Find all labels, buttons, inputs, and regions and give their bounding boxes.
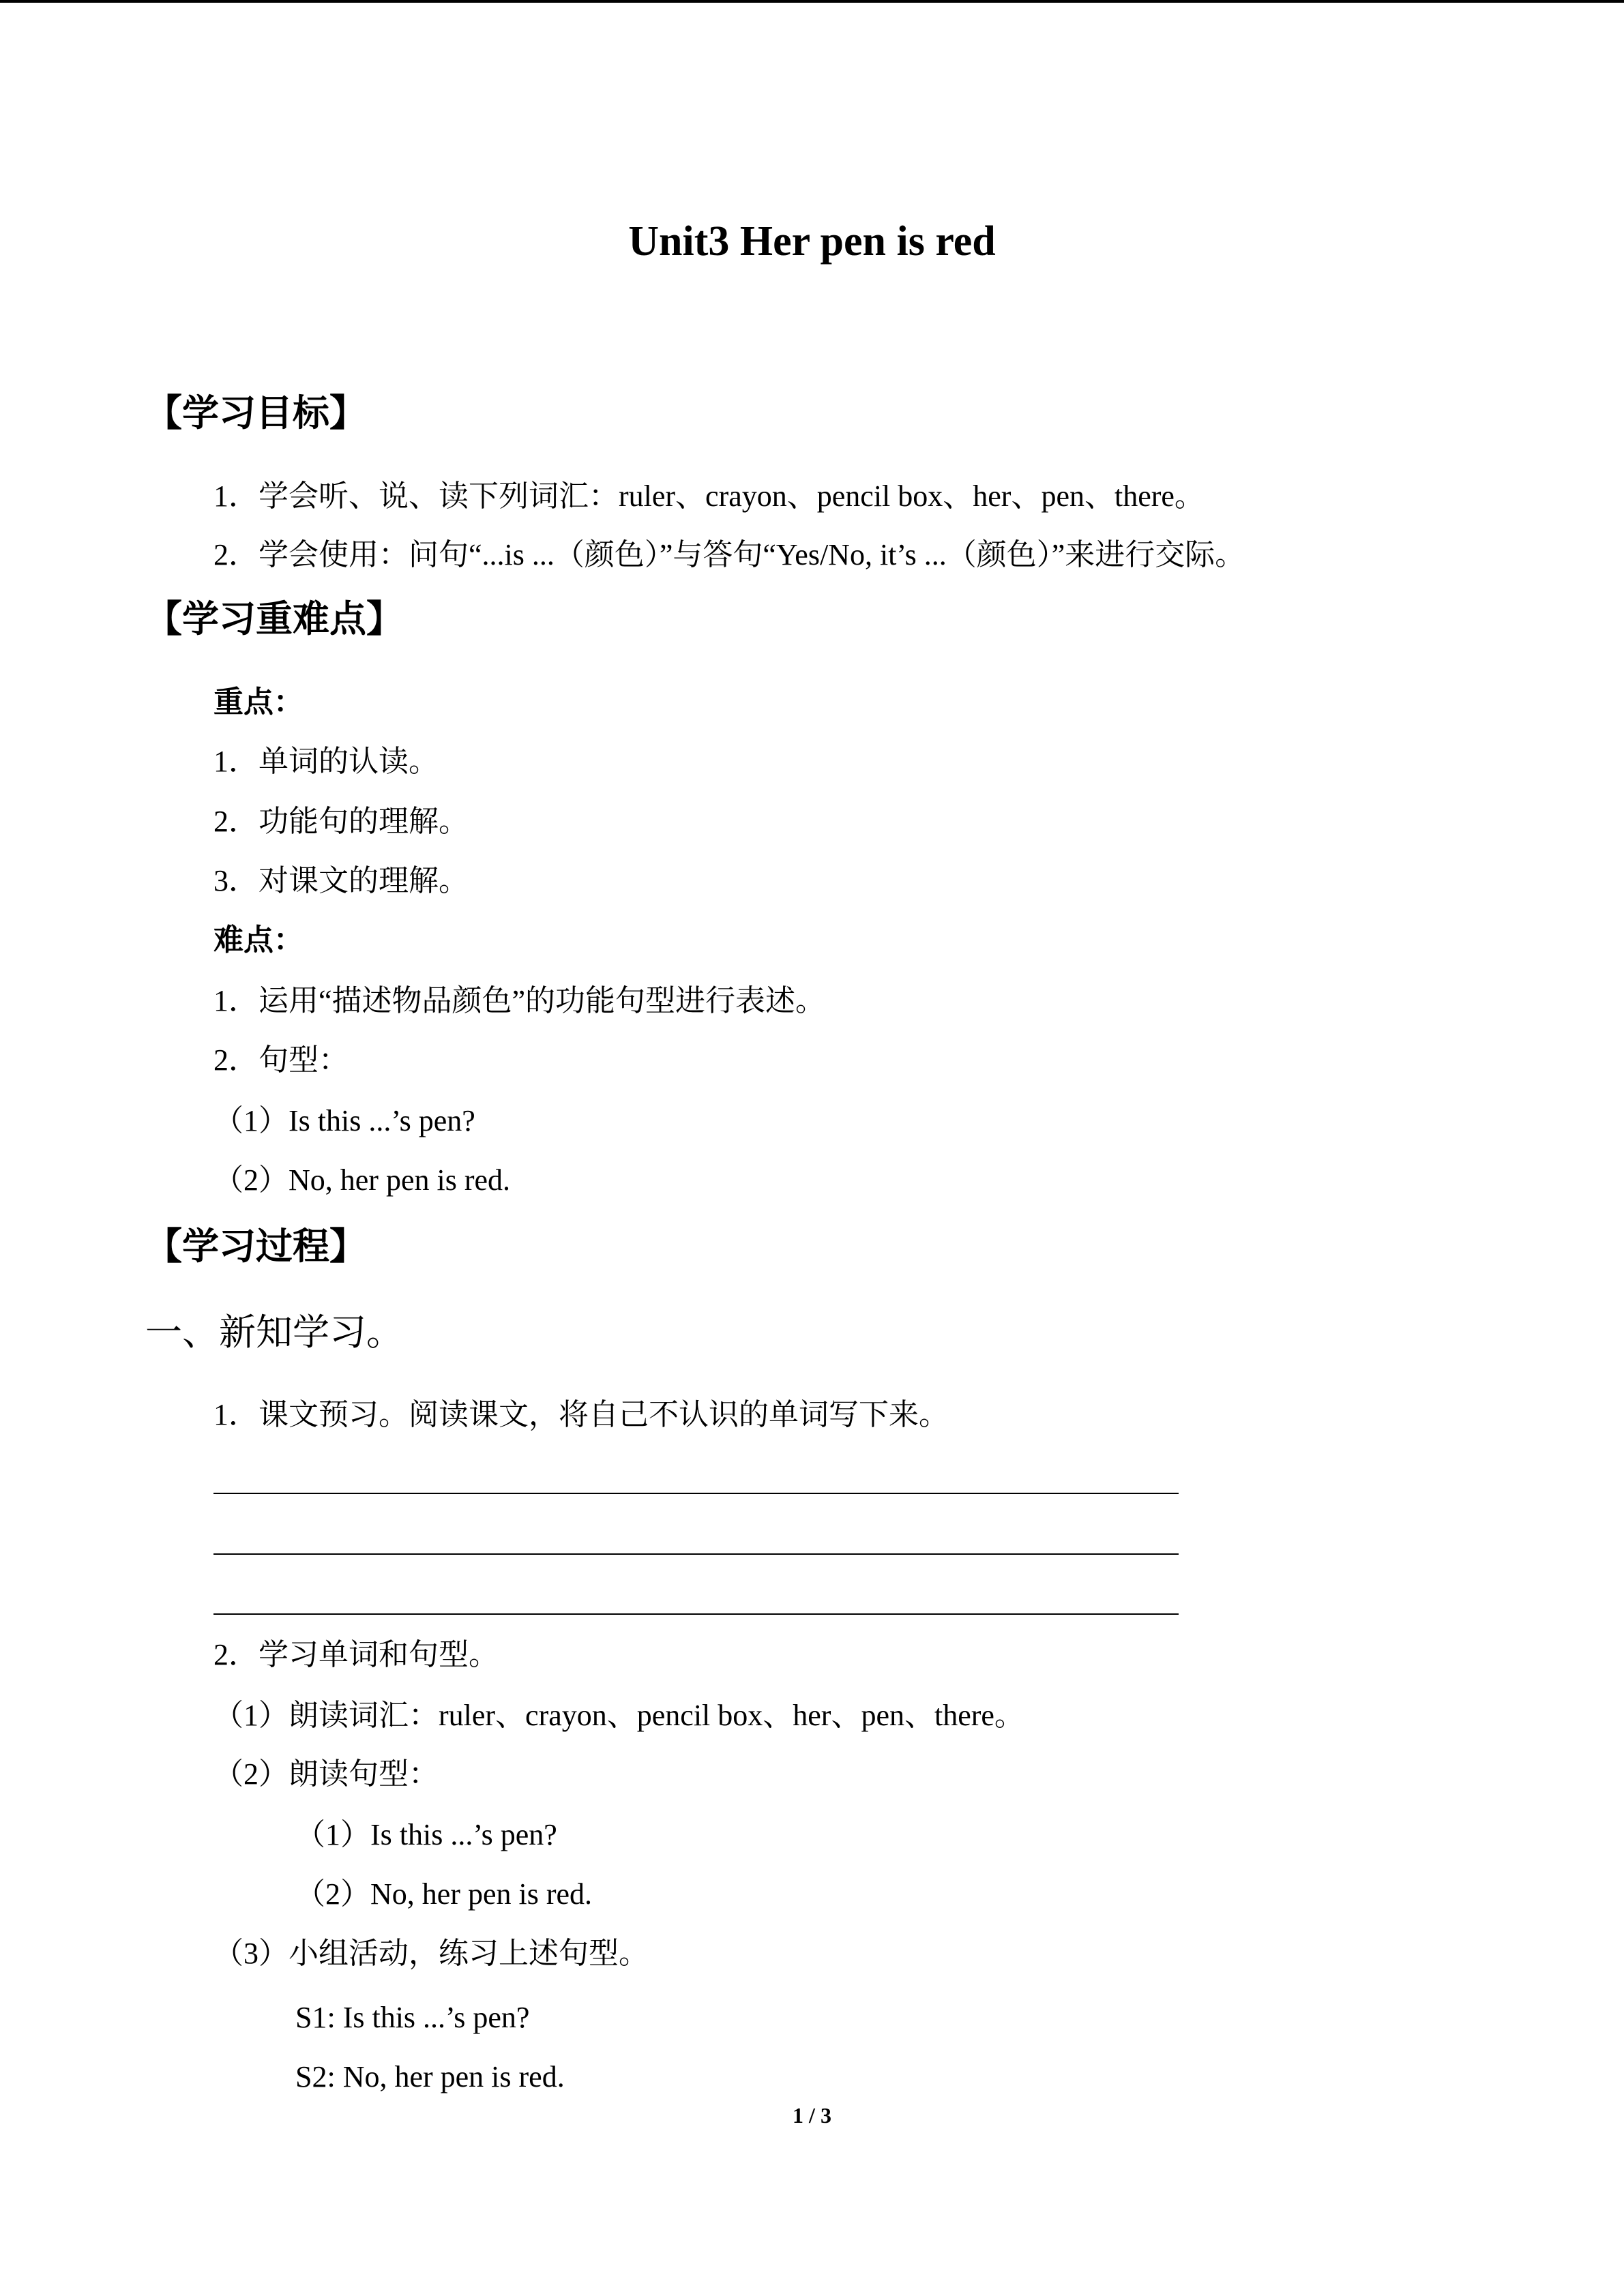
- page-top-border: [0, 0, 1624, 3]
- difficult-label: 难点：: [213, 923, 304, 957]
- difficult-item: 1．运用“描述物品颜色”的功能句型进行表述。: [213, 984, 826, 1017]
- dialogue-line: S2: No, her pen is red.: [295, 2060, 565, 2093]
- step-two-item: （2）朗读句型：: [213, 1757, 439, 1791]
- answer-blank-line: [213, 1553, 1179, 1555]
- pattern-item: （2）No, her pen is red.: [295, 1877, 593, 1911]
- dialogue-line: S1: Is this ...’s pen?: [295, 2001, 530, 2034]
- difficult-item: （1）Is this ...’s pen?: [213, 1104, 475, 1137]
- step-two-item: （3）小组活动，练习上述句型。: [213, 1937, 649, 1970]
- answer-blank-line: [213, 1493, 1179, 1494]
- step-two: 2．学习单词和句型。: [213, 1638, 499, 1671]
- step-two-item: （1）朗读词汇：ruler、crayon、pencil box、her、pen、there。: [213, 1699, 1024, 1732]
- pattern-item: （1）Is this ...’s pen?: [295, 1818, 557, 1851]
- step-one: 1．课文预习。阅读课文，将自己不认识的单词写下来。: [213, 1398, 949, 1431]
- key-label: 重点：: [213, 685, 304, 719]
- answer-blank-line: [213, 1613, 1179, 1615]
- objective-item: 1．学会听、说、读下列词汇：ruler、crayon、pencil box、her、pen、there。: [213, 479, 1205, 513]
- objective-item: 2．学会使用：问句“...is ...（颜色）”与答句“Yes/No, it’s ...（颜色）”来进行交际。: [213, 538, 1245, 571]
- key-item: 1．单词的认读。: [213, 745, 439, 778]
- page-number: 1 / 3: [793, 2103, 831, 2128]
- process-heading: 【学习过程】: [145, 1225, 366, 1268]
- document-title: Unit3 Her pen is red: [628, 218, 996, 265]
- difficult-item: （2）No, her pen is red.: [213, 1163, 511, 1197]
- key-item: 2．功能句的理解。: [213, 805, 469, 838]
- objectives-heading: 【学习目标】: [145, 391, 366, 434]
- difficult-item: 2．句型：: [213, 1043, 349, 1077]
- section-one-title: 一、新知学习。: [145, 1312, 403, 1353]
- key-item: 3．对课文的理解。: [213, 864, 469, 897]
- key-points-heading: 【学习重难点】: [145, 597, 403, 640]
